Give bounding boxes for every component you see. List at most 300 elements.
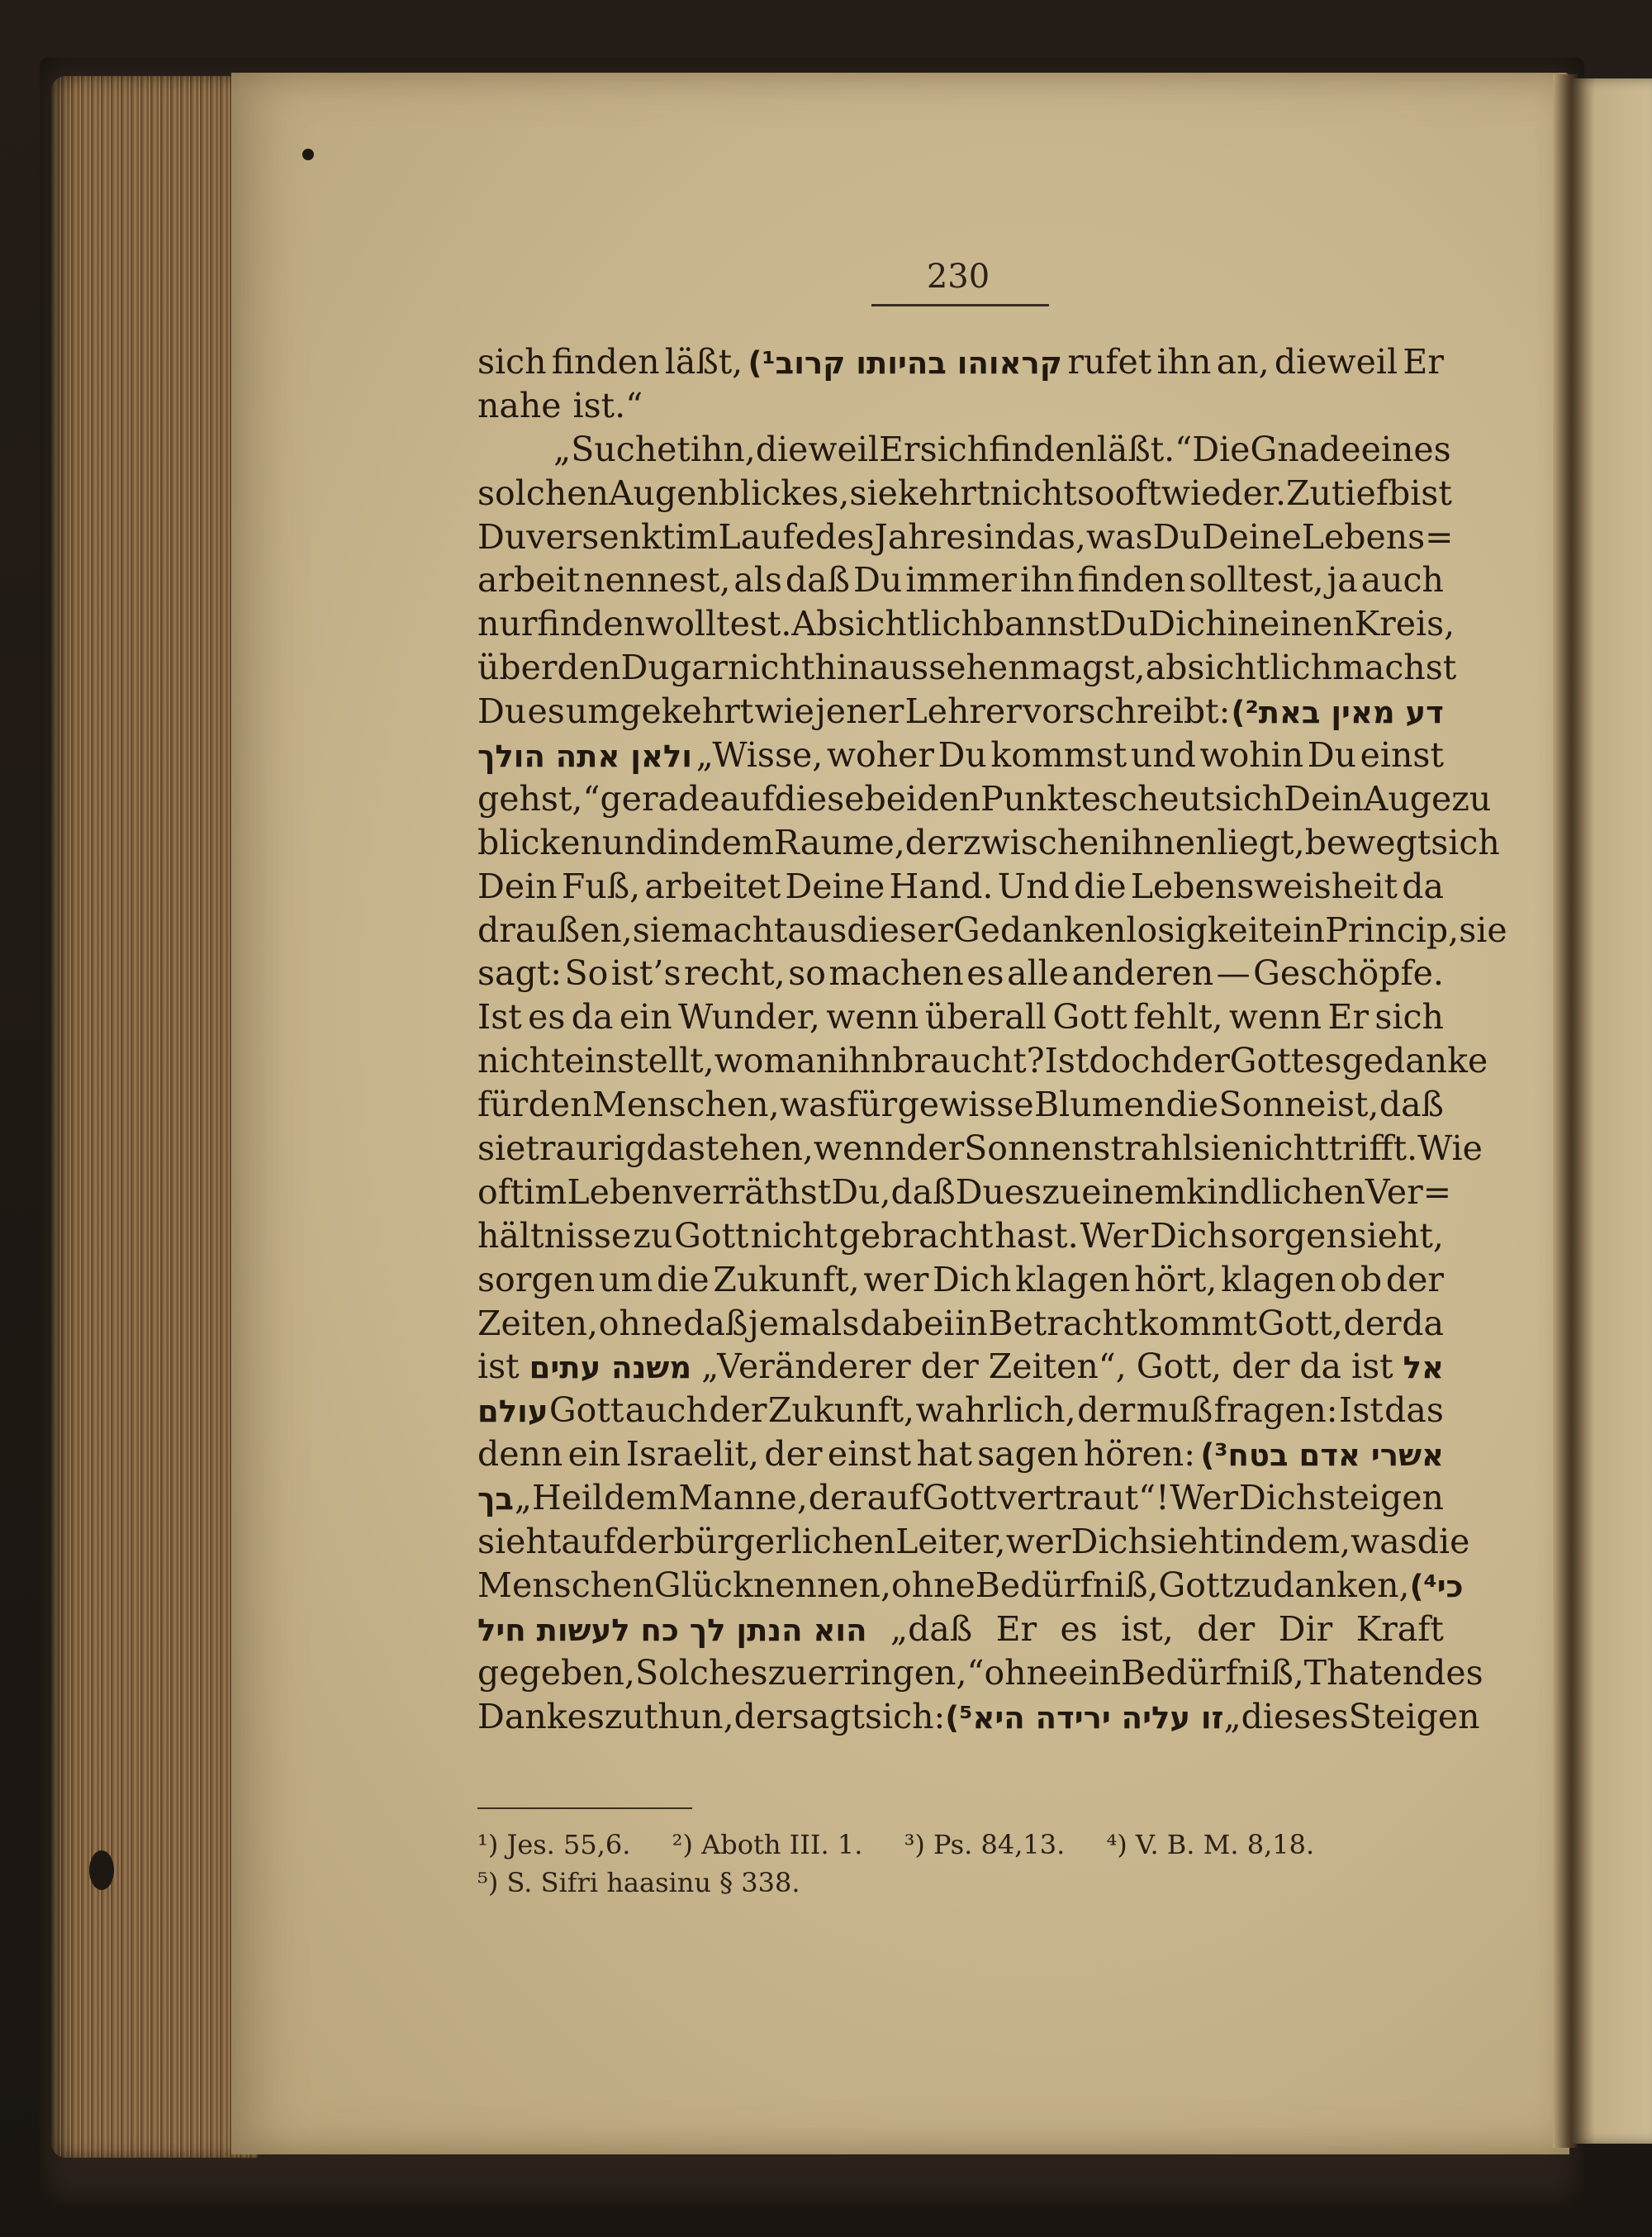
word: Du: [1099, 604, 1149, 644]
word: was: [1351, 1522, 1417, 1562]
word: gewisse: [897, 1085, 1034, 1125]
word: gerade: [600, 778, 720, 819]
word: Ist: [1339, 1390, 1384, 1431]
footnotes: [477, 1826, 1444, 1902]
word: vorschreibt:: [1023, 691, 1231, 732]
word: einem: [1081, 1171, 1187, 1212]
word: dieser: [847, 910, 953, 950]
word: der: [1232, 1346, 1290, 1387]
word: Wie: [1417, 1128, 1483, 1169]
word: Dich: [1150, 1215, 1229, 1256]
word: Du: [938, 735, 987, 776]
word: zu: [1042, 1171, 1082, 1212]
word: Er: [879, 429, 920, 469]
word: arbeit: [477, 560, 581, 601]
word: gar: [669, 648, 729, 688]
word: sich: [477, 342, 547, 382]
word: sagt: [791, 1696, 865, 1736]
word: Manne,: [678, 1478, 808, 1518]
word: diese: [774, 778, 865, 819]
page-edges: [51, 76, 258, 2158]
word: nicht: [477, 1041, 565, 1081]
word: der: [709, 1390, 767, 1431]
text-line: [477, 602, 1455, 646]
word: der: [1343, 1303, 1402, 1343]
text-line: [477, 690, 1444, 734]
word: zu: [633, 1215, 673, 1256]
text-line: [477, 952, 1444, 995]
word: „Suchet: [553, 429, 691, 469]
text-line: [477, 384, 1444, 428]
word: Du: [620, 648, 670, 688]
word: Zukunft,: [713, 1259, 860, 1299]
word: so: [788, 953, 826, 994]
word: ist.“: [572, 385, 643, 425]
word: nennest,: [583, 560, 731, 601]
word: erringen,“: [807, 1652, 985, 1693]
word: bist: [1388, 473, 1452, 513]
body-text: [477, 340, 1507, 1739]
word: nicht: [990, 473, 1077, 513]
word: ihn: [838, 1041, 893, 1081]
footnote-3: ³) Ps. 84,13.: [904, 1829, 1066, 1860]
hebrew-quote: בך: [477, 1481, 514, 1517]
word: bürgerlichen: [673, 1522, 896, 1562]
word: zu: [1232, 1565, 1273, 1605]
word: einst: [827, 1434, 912, 1475]
word: Dich: [1238, 1478, 1318, 1518]
word: Augenblickes,: [608, 473, 850, 513]
word: hören:: [1083, 1434, 1196, 1475]
word: einen: [1260, 604, 1355, 644]
text-line: [477, 1695, 1480, 1739]
word: ein: [1068, 1652, 1121, 1693]
text-line: [477, 1302, 1444, 1346]
word: Kraft: [1355, 1608, 1444, 1649]
word: sorgen: [1230, 1215, 1348, 1256]
word: Laufe: [718, 516, 815, 557]
word: sagen: [977, 1434, 1079, 1475]
word: wer: [863, 1259, 929, 1299]
footnote-2: ²) Aboth III. 1.: [672, 1829, 863, 1860]
word: traurig: [525, 1128, 647, 1169]
word: Ver=: [1365, 1171, 1452, 1212]
word: finden: [551, 342, 660, 382]
text-line: [477, 821, 1500, 865]
word: hast.: [995, 1215, 1079, 1256]
word: zwischen: [962, 822, 1121, 862]
word: machst: [1332, 648, 1457, 688]
word: Gott,: [1257, 1303, 1343, 1343]
word: Zu: [1286, 473, 1332, 513]
word: an,: [1216, 342, 1270, 382]
word: doch: [1089, 1041, 1172, 1081]
word: sie: [1193, 1128, 1241, 1169]
word: Du: [955, 1171, 1004, 1212]
word: Hand.: [889, 866, 994, 906]
word: der: [906, 1128, 965, 1169]
word: wahrlich,: [915, 1390, 1076, 1431]
word: dem,: [1265, 1522, 1351, 1562]
word: und: [601, 822, 668, 862]
word: Lebensweisheit: [1130, 866, 1398, 906]
word: das,: [1016, 516, 1086, 557]
word: gehst,“: [477, 778, 601, 819]
word: machen: [828, 953, 964, 994]
word: Er: [1327, 997, 1369, 1038]
footnote-row: [477, 1864, 1444, 1902]
word: finden: [989, 429, 1097, 469]
word: sich: [1374, 997, 1444, 1038]
word: Dein: [1284, 778, 1364, 819]
word: die: [1073, 866, 1127, 906]
word: bannst: [982, 604, 1099, 644]
footnote-5: ⁵) S. Sifri haasinu § 338.: [477, 1867, 800, 1898]
text-line: [477, 1039, 1488, 1083]
word: Gott: [1052, 997, 1127, 1038]
word: Dankes: [477, 1696, 605, 1736]
word: Glück: [653, 1565, 753, 1605]
word: Dich: [1148, 604, 1227, 644]
word: Blumen: [1033, 1085, 1166, 1125]
word: Du: [477, 516, 527, 557]
word: auf: [866, 1478, 922, 1518]
word: Fuß,: [561, 866, 641, 906]
word: Zukunft,: [767, 1390, 915, 1431]
word: da: [571, 997, 614, 1038]
word: liegt,: [1217, 822, 1305, 862]
word: es: [1060, 1608, 1098, 1649]
word: Bedürfniß,: [1121, 1652, 1304, 1693]
word: den: [557, 648, 621, 688]
word: Du: [1152, 516, 1202, 557]
word: Zeiten,: [477, 1303, 599, 1343]
word: verräthst: [672, 1171, 832, 1212]
word: Geschöpfe.: [1253, 953, 1444, 994]
word: des: [1424, 1652, 1483, 1693]
word: Die: [1192, 429, 1251, 469]
ink-spot: [89, 1850, 114, 1890]
word: da: [1402, 866, 1444, 906]
word: vertraut“!: [997, 1478, 1170, 1518]
word: anderen: [1071, 953, 1214, 994]
word: kehrt: [897, 473, 990, 513]
text-line: [477, 1432, 1444, 1476]
word: der: [1197, 1608, 1256, 1649]
page-number: 230: [926, 258, 990, 296]
word: das: [1384, 1390, 1444, 1431]
word: auch: [624, 1390, 708, 1431]
word: wolltest.: [645, 604, 792, 644]
word: Zeiten“,: [988, 1346, 1127, 1387]
word: sie: [849, 473, 898, 513]
word: über: [477, 648, 558, 688]
text-line: [477, 734, 1444, 777]
word: wenn: [826, 997, 919, 1038]
word: nennen,: [752, 1565, 891, 1605]
word: ihn: [1019, 560, 1075, 601]
text-line: [477, 1520, 1470, 1564]
word: draußen,: [477, 910, 633, 950]
word: Gott,: [1136, 1346, 1222, 1387]
text-line: [477, 558, 1444, 602]
word: bewegt: [1304, 822, 1431, 862]
word: um: [598, 1259, 653, 1299]
word: sieht: [477, 1522, 562, 1562]
word: „daß: [890, 1608, 973, 1649]
word: ein: [1272, 910, 1326, 950]
word: Kreis,: [1354, 604, 1455, 644]
word: ist,: [1121, 1608, 1174, 1649]
word: Leben: [567, 1171, 673, 1212]
word: zu: [1451, 778, 1492, 819]
word: finden: [537, 604, 646, 644]
word: Auge: [1363, 778, 1452, 819]
word: Punkte: [980, 778, 1101, 819]
word: sieht: [1149, 1522, 1234, 1562]
word: wo: [714, 1041, 764, 1081]
word: nicht: [1241, 1128, 1329, 1169]
word: denn: [477, 1434, 563, 1475]
hebrew-quote: אשרי אדם בטח³): [1200, 1437, 1444, 1474]
word: Deine: [785, 866, 885, 906]
word: alle: [1007, 953, 1069, 994]
word: die: [657, 1259, 710, 1299]
word: ein: [619, 997, 672, 1038]
word: nicht: [750, 1215, 838, 1256]
word: ob: [1340, 1259, 1383, 1299]
word: recht,: [683, 953, 786, 994]
word: es: [1004, 1171, 1042, 1212]
word: ist: [1351, 1346, 1393, 1387]
word: da: [1402, 1303, 1444, 1343]
hebrew-quote: אל: [1403, 1350, 1444, 1386]
word: ohne: [891, 1565, 976, 1605]
word: immer: [905, 560, 1017, 601]
word: Jahres: [874, 516, 984, 557]
word: rufet: [1067, 342, 1152, 382]
word: wenn: [1228, 997, 1322, 1038]
word: der: [904, 822, 963, 862]
word: wer: [1005, 1522, 1071, 1562]
text-line: [477, 340, 1444, 384]
word: daß: [683, 1303, 748, 1343]
hebrew-quote: הוא הנתן לך כח לעשות חיל: [477, 1612, 867, 1648]
word: Sonnenstrahl: [964, 1128, 1194, 1169]
word: wie: [754, 691, 814, 732]
word: es: [966, 953, 1004, 994]
word: im: [675, 516, 719, 557]
word: So: [564, 953, 609, 994]
next-page-edge: [1571, 78, 1652, 2144]
word: sie: [632, 910, 681, 950]
word: auch: [1360, 560, 1444, 601]
text-line: [477, 1258, 1444, 1302]
word: Wer: [1170, 1478, 1239, 1518]
word: kommst: [990, 735, 1127, 776]
word: Dich: [933, 1259, 1012, 1299]
word: ist’s: [610, 953, 681, 994]
word: in: [1227, 604, 1260, 644]
text-line: [477, 777, 1492, 821]
word: ist,: [1326, 1085, 1379, 1125]
word: danken,: [1272, 1565, 1410, 1605]
word: sich:: [864, 1696, 946, 1736]
text-line: [477, 428, 1451, 472]
word: arbeitet: [644, 866, 781, 906]
word: Gedankenlosigkeit: [952, 910, 1273, 950]
word: der: [764, 1434, 823, 1475]
text-line: [477, 1214, 1444, 1258]
page-number-rule: [871, 304, 1049, 306]
word: Sonne: [1218, 1085, 1327, 1125]
word: dem: [604, 1478, 678, 1518]
word: es: [528, 997, 566, 1038]
word: klagen: [1015, 1259, 1131, 1299]
word: beiden: [864, 778, 981, 819]
word: Bedürfniß,: [975, 1565, 1159, 1605]
word: Du: [852, 560, 903, 601]
hebrew-quote: קראוהו בהיותו קרוב¹): [748, 345, 1063, 381]
word: Leiter,: [895, 1522, 1006, 1562]
word: Gott: [1158, 1565, 1233, 1605]
word: Dein: [477, 866, 558, 906]
hebrew-quote: דע מאין באת²): [1231, 695, 1444, 731]
word: umgekehrt: [565, 691, 754, 732]
word: Menschen,: [591, 1085, 780, 1125]
hebrew-quote: משנה עתים: [529, 1350, 692, 1386]
word: solchen: [477, 473, 609, 513]
word: der: [808, 1478, 866, 1518]
word: Und: [997, 866, 1070, 906]
word: trifft.: [1328, 1128, 1418, 1169]
text-line: [477, 1608, 1444, 1651]
word: für: [846, 1085, 898, 1125]
word: sorgen: [477, 1259, 596, 1299]
word: in: [667, 822, 700, 862]
word: hat: [916, 1434, 972, 1475]
word: steigen: [1318, 1478, 1444, 1518]
word: wieder.: [1161, 473, 1286, 513]
word: Gnade: [1250, 429, 1361, 469]
word: dieweil: [1274, 342, 1398, 382]
word: sich: [1431, 822, 1500, 862]
word: oft: [1114, 473, 1161, 513]
word: dastehen,: [646, 1128, 814, 1169]
word: der: [615, 1522, 674, 1562]
word: gegeben,: [477, 1652, 635, 1693]
text-line: [477, 1345, 1444, 1389]
word: Du,: [831, 1171, 891, 1212]
word: Lehrer: [904, 691, 1022, 732]
word: läßt.“: [1096, 429, 1193, 469]
word: Absichtlich: [791, 604, 983, 644]
word: eines: [1360, 429, 1451, 469]
word: daß: [785, 560, 850, 601]
word: ihn,: [690, 429, 756, 469]
word: dem: [700, 822, 774, 862]
word: die: [1165, 1085, 1219, 1125]
word: ihn: [1156, 342, 1212, 382]
word: Betracht: [988, 1303, 1138, 1343]
hebrew-quote: עולם: [477, 1394, 548, 1430]
text-line: [477, 1083, 1444, 1127]
text-line: [477, 995, 1444, 1039]
word: Steigen: [1348, 1696, 1480, 1736]
word: kommt: [1137, 1303, 1257, 1343]
word: wenn: [813, 1128, 907, 1169]
word: hinaussehen: [814, 648, 1030, 688]
word: wohin: [1199, 735, 1304, 776]
word: scheut: [1101, 778, 1215, 819]
word: oft: [477, 1171, 525, 1212]
text-line: [477, 1476, 1444, 1520]
word: im: [524, 1171, 567, 1212]
text-line: [477, 1651, 1483, 1695]
word: Gott: [922, 1478, 997, 1518]
word: Ist: [477, 997, 522, 1038]
word: magst,: [1029, 648, 1146, 688]
word: dabei: [860, 1303, 955, 1343]
word: ist: [477, 1346, 520, 1387]
word: in: [983, 516, 1017, 557]
text-line: [477, 472, 1452, 515]
word: versenkt: [526, 516, 676, 557]
word: der: [1171, 1041, 1230, 1081]
word: „Veränderer: [701, 1346, 911, 1387]
word: kindlichen: [1186, 1171, 1366, 1212]
word: braucht?: [892, 1041, 1045, 1081]
word: „dieses: [1223, 1696, 1349, 1736]
footnote-row: [477, 1826, 1444, 1864]
word: des: [814, 516, 875, 557]
word: der: [733, 1696, 792, 1736]
word: die: [1417, 1522, 1470, 1562]
word: ohne: [984, 1652, 1069, 1693]
word: es: [527, 691, 565, 732]
word: tief: [1331, 473, 1389, 513]
word: der: [1077, 1390, 1136, 1431]
word: Lebens=: [1301, 516, 1454, 557]
word: Deine: [1201, 516, 1302, 557]
text-line: [477, 1564, 1464, 1608]
word: nur: [477, 604, 538, 644]
word: klagen: [1221, 1259, 1336, 1299]
text-line: [477, 865, 1444, 909]
word: nahe: [477, 385, 562, 425]
word: Princip,: [1325, 910, 1460, 950]
word: Dich: [1070, 1522, 1150, 1562]
word: Raume,: [773, 822, 905, 862]
hebrew-quote: זו עליה ירידה היא⁵): [945, 1699, 1224, 1736]
word: was: [780, 1085, 847, 1125]
word: aus: [787, 910, 847, 950]
word: hört,: [1134, 1259, 1218, 1299]
word: —: [1216, 953, 1251, 994]
text-line: [477, 909, 1507, 952]
word: Gottesgedanke: [1229, 1041, 1488, 1081]
word: Gott: [548, 1390, 624, 1431]
word: thun,: [643, 1696, 734, 1736]
hebrew-quote: ולאן אתה הולך: [477, 739, 692, 775]
text-line: [477, 515, 1454, 559]
word: jemals: [748, 1303, 860, 1343]
word: läßt,: [664, 342, 743, 382]
word: Solches: [634, 1652, 768, 1693]
word: sich: [919, 429, 990, 469]
word: jener: [815, 691, 904, 732]
word: der: [1385, 1259, 1444, 1299]
